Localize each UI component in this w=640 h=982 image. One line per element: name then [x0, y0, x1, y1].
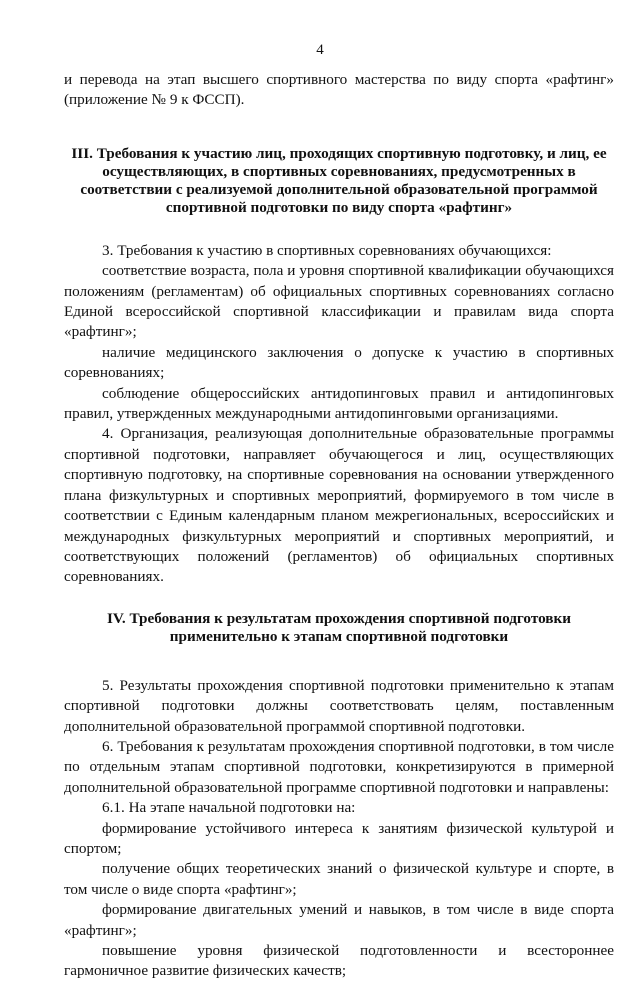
paragraph-6-1-item-knowledge: получение общих теоретических знаний о физической культуре и спорте, в том числе о виде спорта «рафтинг»; [64, 860, 614, 898]
paragraph-3-item-age: соответствие возраста, пола и уровня спортивной квалификации обучающихся положениям (регламентам) об официальных спортивных соревнованиях согласно Единой всероссийской спортивной классификации и правилам вида спорта «рафтинг»; [64, 262, 614, 341]
page-number: 4 [316, 42, 324, 58]
paragraph-6: 6. Требования к результатам прохождения спортивной подготовки, в том числе по отдельным этапам спортивной подготовки, конкретизируются в примерной дополнительной образовательной программе спортивной подготовки и направлены: [64, 737, 614, 796]
intro-paragraph: и перевода на этап высшего спортивного мастерства по виду спорта «рафтинг» (приложение № 9 к ФССП). [64, 71, 614, 109]
paragraph-3-item-antidoping: соблюдение общероссийских антидопинговых правил и антидопинговых правил, утвержденных международными антидопинговыми организациями. [64, 384, 614, 423]
section-4-heading: IV. Требования к результатам прохождения спортивной подготовки применительно к этапам спортивной подготовки [106, 609, 571, 645]
paragraph-6-1-item-fitness: повышение уровня физической подготовленности и всестороннее гармоничное развитие физических качеств; [64, 942, 614, 980]
paragraph-3-item-medical: наличие медицинского заключения о допуске к участию в спортивных соревнованиях; [64, 343, 614, 382]
section-3-heading: III. Требования к участию лиц, проходящих спортивную подготовку, и лиц, ее осуществляющих, в спортивных соревнованиях, предусмотренных в соответствии с реализуемой дополнительной образовательной программой спортивной подготовки по виду спорта «рафтинг» [71, 144, 607, 216]
paragraph-4: 4. Организация, реализующая дополнительные образовательные программы спортивной подготовки, направляет обучающегося и лиц, осуществляющих спортивную подготовку, на спортивные соревнования на основании утвержденного плана физкультурных и спортивных мероприятий, формируемого в том числе в соответствии с Единым календарным планом межрегиональных, всероссийских и международных физкультурных мероприятий и спортивных мероприятий, и соответствующих положений (регламентов) об официальных спортивных соревнованиях. [64, 425, 614, 586]
paragraph-6-1: 6.1. На этапе начальной подготовки на: [102, 799, 356, 817]
paragraph-5: 5. Результаты прохождения спортивной подготовки применительно к этапам спортивной подготовки должны соответствовать целям, поставленным дополнительной образовательной программой спортивной подготовки. [64, 676, 614, 735]
paragraph-6-1-item-skills: формирование двигательных умений и навыков, в том числе в виде спорта «рафтинг»; [64, 901, 614, 939]
paragraph-3: 3. Требования к участию в спортивных соревнованиях обучающихся: [102, 241, 552, 259]
document-body [64, 70, 614, 982]
paragraph-6-1-item-interest: формирование устойчивого интереса к занятиям физической культурой и спортом; [64, 819, 614, 857]
